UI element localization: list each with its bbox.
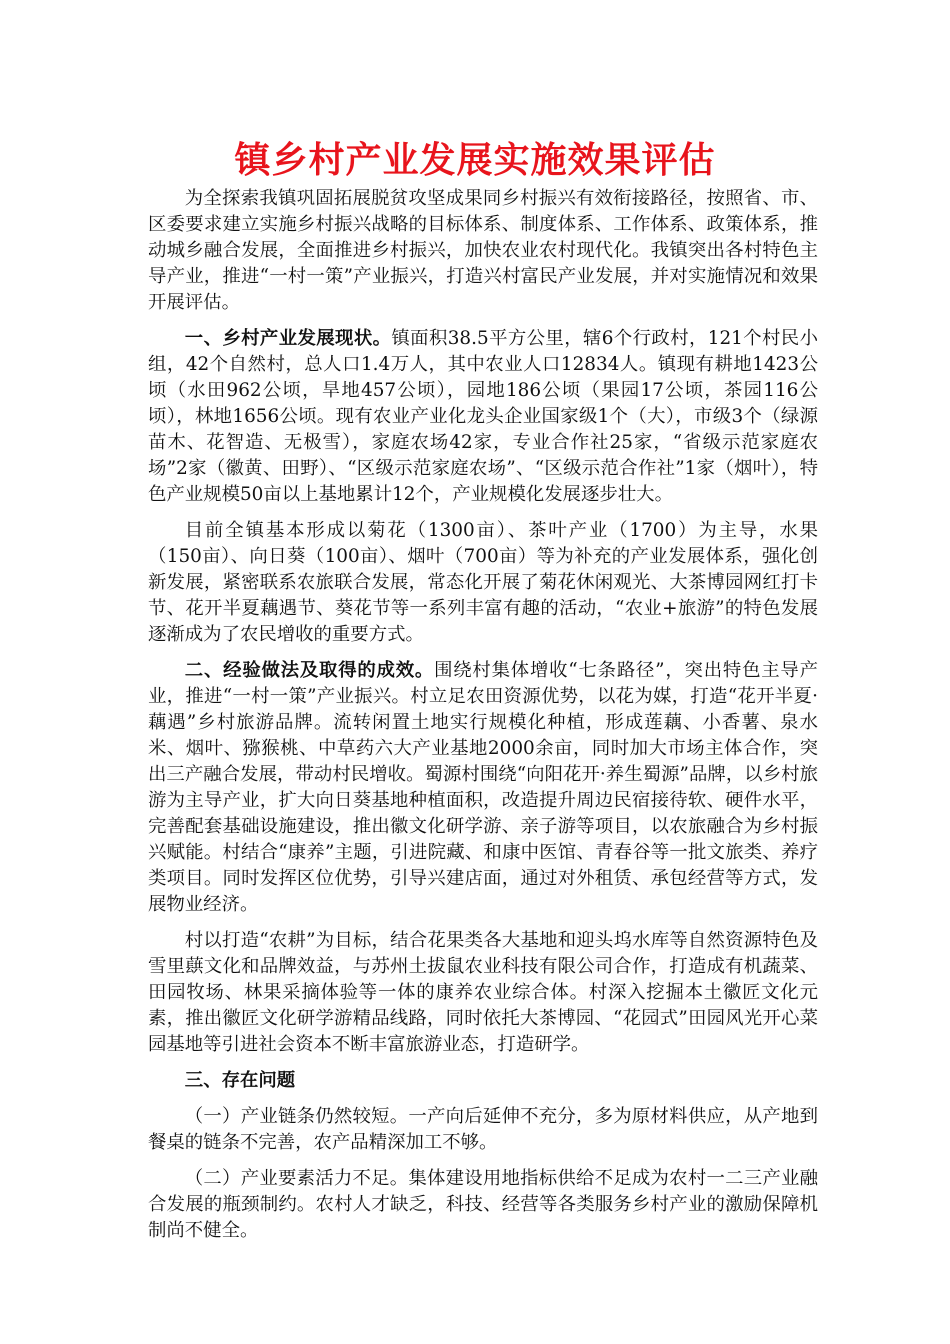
section1-paragraph — [148, 326, 818, 508]
section3-item-1: （一）产业链条仍然较短。一产向后延伸不充分，多为原材料供应，从产地到餐桌的链条不完善，农产品精深加工不够。 — [148, 1106, 818, 1153]
document-body — [148, 186, 818, 1254]
section1-text: 镇面积38.5平方公里，辖6个行政村，121个村民小组，42个自然村，总人口1.4万人，其中农业人口12834人。镇现有耕地1423公顷（水田962公顷，旱地457公顷），园地186公顷（果园17公顷，茶园116公顷），林地1656公顷。现有农业产业化龙头企业国家级1个（大），市级3个（绿源苗木、花智造、无极雪），家庭农场42家，专业合作社25家，“省级示范家庭农场”2家（徽黄、田野）、“区级示范家庭农场”、“区级示范合作社”1家（烟叶），特色产业规模50亩以上基地累计12个，产业规模化发展逐步壮大。 — [148, 328, 818, 505]
section3-heading: 三、存在问题 — [184, 1070, 296, 1091]
section1-lead: 一、乡村产业发展现状。 — [184, 328, 392, 349]
section2-text: 围绕村集体增收“七条路径”，突出特色主导产业，推进“一村一策”产业振兴。村立足农田资源优势，以花为媒，打造“花开半夏·藕遇”乡村旅游品牌。流转闲置土地实行规模化种植，形成莲藕、小香薯、泉水米、烟叶、猕猴桃、中草药六大产业基地2000余亩，同时加大市场主体合作，突出三产融合发展，带动村民增收。蜀源村围绕“向阳花开·养生蜀源”品牌，以乡村旅游为主导产业，扩大向日葵基地种植面积，改造提升周边民宿接待软、硬件水平，完善配套基础设施建设，推出徽文化研学游、亲子游等项目，以农旅融合为乡村振兴赋能。村结合“康养”主题，引进院藏、和康中医馆、青春谷等一批文旅类、养疗类项目。同时发挥区位优势，引导兴建店面，通过对外租赁、承包经营等方式，发展物业经济。 — [148, 660, 818, 915]
document-title: 镇乡村产业发展实施效果评估 — [234, 139, 716, 181]
section2-paragraph — [148, 658, 818, 918]
intro-paragraph: 为全探索我镇巩固拓展脱贫攻坚成果同乡村振兴有效衔接路径，按照省、市、区委要求建立实施乡村振兴战略的目标体系、制度体系、工作体系、政策体系，推动城乡融合发展，全面推进乡村振兴，加快农业农村现代化。我镇突出各村特色主导产业，推进“一村一策”产业振兴，打造兴村富民产业发展，并对实施情况和效果开展评估。 — [148, 188, 818, 313]
section2-lead: 二、经验做法及取得的成效。 — [184, 660, 435, 681]
section3-item-2: （二）产业要素活力不足。集体建设用地指标供给不足成为农村一二三产业融合发展的瓶颈制约。农村人才缺乏，科技、经营等各类服务乡村产业的激励保障机制尚不健全。 — [148, 1168, 818, 1241]
section2-paragraph-2: 村以打造“农耕”为目标，结合花果类各大基地和迎头坞水库等自然资源特色及雪里蕻文化和品牌效益，与苏州土拔鼠农业科技有限公司合作，打造成有机蔬菜、田园牧场、林果采摘体验等一体的康养农业综合体。村深入挖掘本土徽匠文化元素，推出徽匠文化研学游精品线路，同时依托大茶博园、“花园式”田园风光开心菜园基地等引进社会资本不断丰富旅游业态，打造研学。 — [148, 930, 818, 1055]
section1-paragraph-2: 目前全镇基本形成以菊花（1300亩）、茶叶产业（1700）为主导，水果（150亩）、向日葵（100亩）、烟叶（700亩）等为补充的产业发展体系，强化创新发展，紧密联系农旅联合发展，常态化开展了菊花休闲观光、大茶博园网红打卡节、花开半夏藕遇节、葵花节等一系列丰富有趣的活动，“农业+旅游”的特色发展逐渐成为了农民增收的重要方式。 — [148, 520, 819, 645]
